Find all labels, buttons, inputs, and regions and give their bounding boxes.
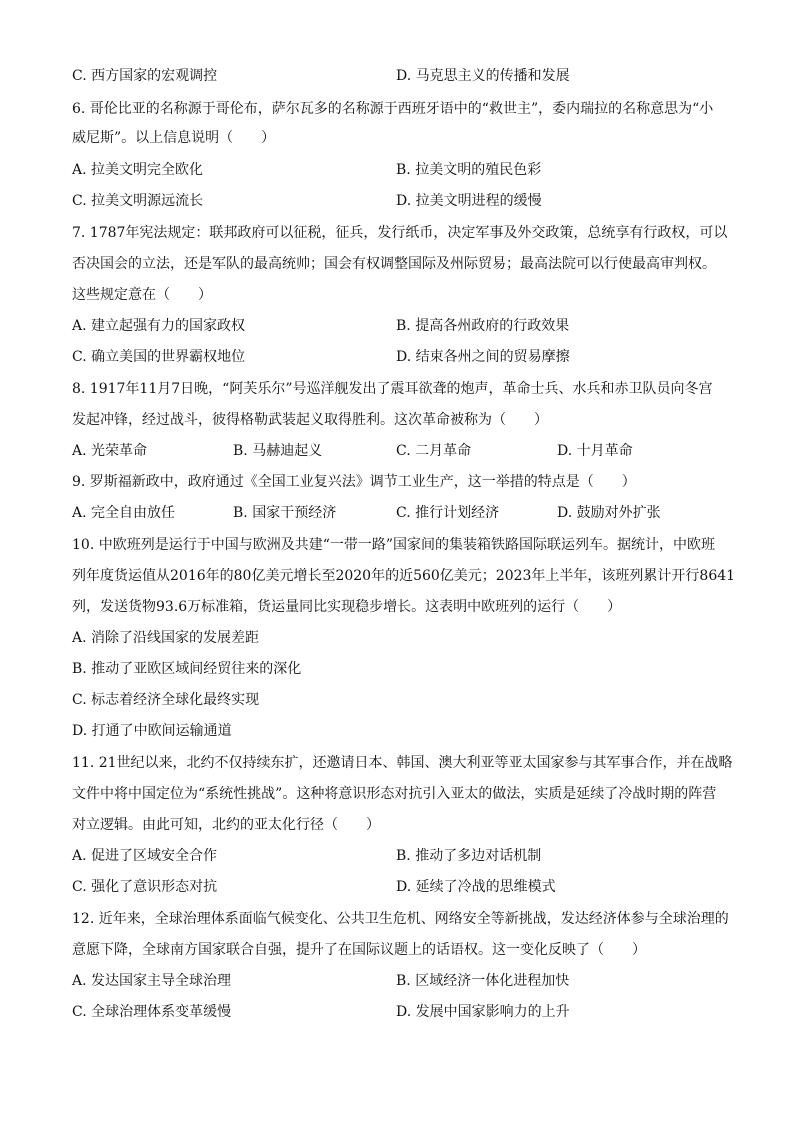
- question-11-stem-line-2: 文件中将中国定位为“系统性挑战”。这种将意识形态对抗引入亚太的做法，实质是延续了冷战时期的阵营: [72, 786, 717, 802]
- question-6-stem-line-2: 威尼斯”。以上信息说明（ ）: [72, 130, 276, 146]
- option-c[interactable]: C. 西方国家的宏观调控: [72, 68, 218, 84]
- question-8-stem-line-2: 发起冲锋，经过战斗，彼得格勒武装起义取得胜利。这次革命被称为（ ）: [72, 412, 548, 428]
- question-12-option-d[interactable]: D. 发展中国家影响力的上升: [396, 1004, 570, 1020]
- question-8-option-b[interactable]: B. 马赫迪起义: [233, 443, 323, 459]
- question-7-option-a[interactable]: A. 建立起强有力的国家政权: [72, 318, 246, 334]
- question-9-option-d[interactable]: D. 鼓励对外扩张: [557, 505, 661, 521]
- question-12-option-c[interactable]: C. 全球治理体系变革缓慢: [72, 1004, 232, 1020]
- question-9-stem-line-1: 9. 罗斯福新政中，政府通过《全国工业复兴法》调节工业生产，这一举措的特点是（ ）: [72, 474, 636, 490]
- question-6-option-b[interactable]: B. 拉美文明的殖民色彩: [396, 162, 542, 178]
- question-8-stem-line-1: 8. 1917年11月7日晚，“阿芙乐尔”号巡洋舰发出了震耳欲聋的炮声，革命士兵、水兵和赤卫队员向冬宫: [72, 381, 713, 397]
- question-11-option-d[interactable]: D. 延续了冷战的思维模式: [396, 879, 556, 895]
- question-11-option-a[interactable]: A. 促进了区域安全合作: [72, 848, 218, 864]
- question-9-option-c[interactable]: C. 推行计划经济: [396, 505, 500, 521]
- option-d[interactable]: D. 马克思主义的传播和发展: [396, 68, 570, 84]
- question-6-option-d[interactable]: D. 拉美文明进程的缓慢: [396, 193, 542, 209]
- question-6-option-c[interactable]: C. 拉美文明源远流长: [72, 193, 204, 209]
- question-7-option-d[interactable]: D. 结束各州之间的贸易摩擦: [396, 349, 570, 365]
- question-7-option-b[interactable]: B. 提高各州政府的行政效果: [396, 318, 570, 334]
- question-7-stem-line-2: 否决国会的立法，还是军队的最高统帅；国会有权调整国际及州际贸易；最高法院可以行使最高审判权。: [72, 256, 716, 272]
- question-12-stem-line-1: 12. 近年来，全球治理体系面临气候变化、公共卫生危机、网络安全等新挑战，发达经济体参与全球治理的: [72, 911, 729, 927]
- question-10-option-b[interactable]: B. 推动了亚欧区域间经贸往来的深化: [72, 661, 302, 677]
- question-11-stem-line-3: 对立逻辑。由此可知，北约的亚太化行径（ ）: [72, 817, 380, 833]
- question-10-option-c[interactable]: C. 标志着经济全球化最终实现: [72, 692, 260, 708]
- question-11-option-c[interactable]: C. 强化了意识形态对抗: [72, 879, 218, 895]
- question-10-option-d[interactable]: D. 打通了中欧间运输通道: [72, 723, 232, 739]
- question-12-option-b[interactable]: B. 区域经济一体化进程加快: [396, 973, 570, 989]
- question-7-option-c[interactable]: C. 确立美国的世界霸权地位: [72, 349, 246, 365]
- question-9-option-a[interactable]: A. 完全自由放任: [72, 505, 176, 521]
- question-8-option-d[interactable]: D. 十月革命: [557, 443, 633, 459]
- question-11-option-b[interactable]: B. 推动了多边对话机制: [396, 848, 542, 864]
- question-10-option-a[interactable]: A. 消除了沿线国家的发展差距: [72, 630, 260, 646]
- question-7-stem-line-1: 7. 1787年宪法规定：联邦政府可以征税，征兵，发行纸币，决定军事及外交政策，总统享有行政权，可以: [72, 225, 728, 241]
- question-7-stem-line-3: 这些规定意在（ ）: [72, 287, 212, 303]
- question-10-stem-line-1: 10. 中欧班列是运行于中国与欧洲及共建“一带一路”国家间的集装箱铁路国际联运列车。据统计，中欧班: [72, 537, 716, 553]
- question-6-option-a[interactable]: A. 拉美文明完全欧化: [72, 162, 204, 178]
- question-8-option-a[interactable]: A. 光荣革命: [72, 443, 148, 459]
- question-12-option-a[interactable]: A. 发达国家主导全球治理: [72, 973, 232, 989]
- question-8-option-c[interactable]: C. 二月革命: [396, 443, 472, 459]
- question-10-stem-line-2: 列年度货运值从2016年的80亿美元增长至2020年的近560亿美元；2023年上半年，该班列累计开行8641: [72, 568, 736, 584]
- question-6-stem-line-1: 6. 哥伦比亚的名称源于哥伦布，萨尔瓦多的名称源于西班牙语中的“救世主”，委内瑞拉的名称意思为“小: [72, 101, 714, 117]
- question-9-option-b[interactable]: B. 国家干预经济: [233, 505, 337, 521]
- question-11-stem-line-1: 11. 21世纪以来，北约不仅持续东扩，还邀请日本、韩国、澳大利亚等亚太国家参与其军事合作，并在战略: [72, 755, 733, 771]
- question-12-stem-line-2: 意愿下降，全球南方国家联合自强，提升了在国际议题上的话语权。这一变化反映了（ ）: [72, 942, 646, 958]
- question-10-stem-line-3: 列，发送货物93.6万标准箱，货运量同比实现稳步增长。这表明中欧班列的运行（ ）: [72, 599, 622, 615]
